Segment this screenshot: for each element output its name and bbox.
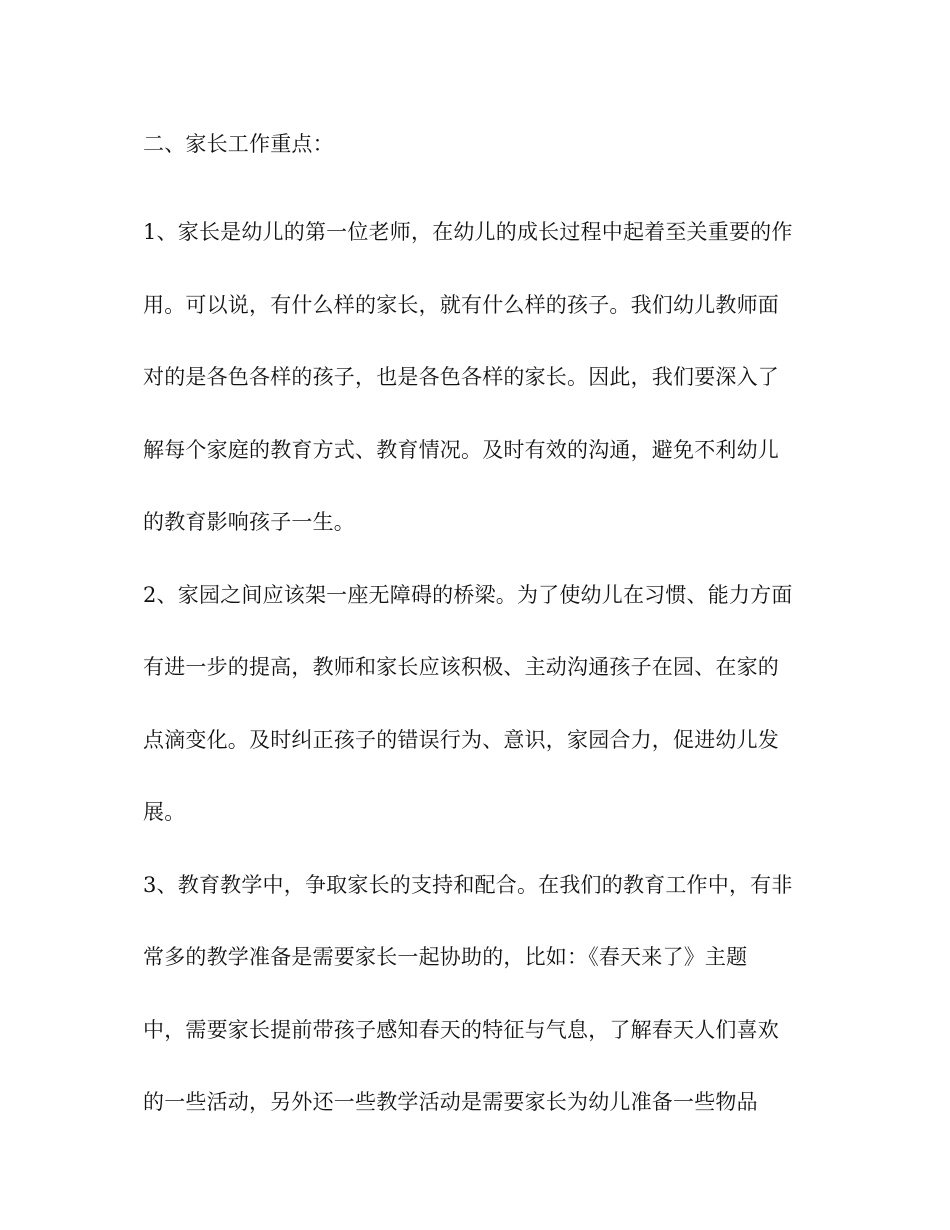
text-line: 1、家长是幼儿的第一位老师，在幼儿的成长过程中起着至关重要的作 xyxy=(143,220,793,244)
text-line: 对的是各色各样的孩子，也是各色各样的家长。因此，我们要深入了 xyxy=(143,365,779,389)
text-line: 的教育影响孩子一生。 xyxy=(143,510,355,534)
text-line: 点滴变化。及时纠正孩子的错误行为、意识，家园合力，促进幼儿发 xyxy=(143,727,779,752)
text-line: 中，需要家长提前带孩子感知春天的特征与气息，了解春天人们喜欢 xyxy=(143,1017,779,1042)
text-line: 展。 xyxy=(143,800,186,824)
text-line: 解每个家庭的教育方式、教育情况。及时有效的沟通，避免不利幼儿 xyxy=(143,437,779,462)
text-line: 3、教育教学中，争取家长的支持和配合。在我们的教育工作中，有非 xyxy=(143,872,793,897)
section-heading: 二、家长工作重点： xyxy=(143,132,334,156)
document-body xyxy=(143,124,813,1139)
text-line: 有进一步的提高，教师和家长应该积极、主动沟通孩子在园、在家的 xyxy=(143,655,779,679)
text-line: 的一些活动，另外还一些教学活动是需要家长为幼儿准备一些物品 xyxy=(143,1090,758,1114)
text-line: 常多的教学准备是需要家长一起协助的，比如：《春天来了》主题 xyxy=(143,945,748,969)
text-line: 2、家园之间应该架一座无障碍的桥梁。为了使幼儿在习惯、能力方面 xyxy=(143,582,793,607)
text-line: 用。可以说，有什么样的家长，就有什么样的孩子。我们幼儿教师面 xyxy=(143,292,779,317)
